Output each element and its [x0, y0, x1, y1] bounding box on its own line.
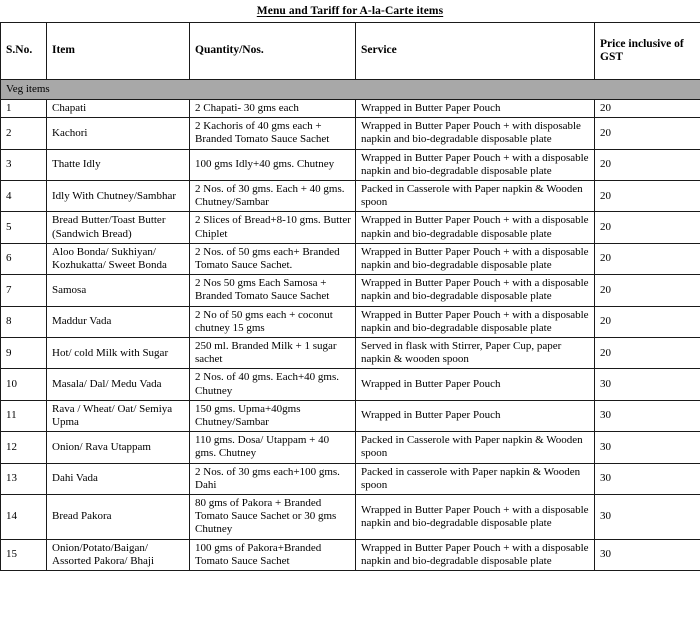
cell-service: Wrapped in Butter Paper Pouch + with a disposable napkin and bio-degradable disposable plate — [356, 306, 595, 337]
cell-item: Hot/ cold Milk with Sugar — [47, 338, 190, 369]
table-row — [1, 212, 700, 243]
cell-service: Wrapped in Butter Paper Pouch — [356, 369, 595, 400]
cell-service: Wrapped in Butter Paper Pouch + with a disposable napkin and bio-degradable disposable plate — [356, 149, 595, 180]
cell-sno: 9 — [1, 338, 47, 369]
cell-sno: 5 — [1, 212, 47, 243]
cell-item: Bread Butter/Toast Butter (Sandwich Bread) — [47, 212, 190, 243]
cell-service: Wrapped in Butter Paper Pouch + with a disposable napkin and bio-degradable disposable plate — [356, 539, 595, 570]
cell-item: Rava / Wheat/ Oat/ Semiya Upma — [47, 400, 190, 431]
table-row — [1, 432, 700, 463]
cell-sno: 2 — [1, 118, 47, 149]
cell-service: Packed in Casserole with Paper napkin & Wooden spoon — [356, 432, 595, 463]
table-row — [1, 181, 700, 212]
column-header-item: Item — [47, 23, 190, 80]
cell-service: Wrapped in Butter Paper Pouch + with a disposable napkin and bio-degradable disposable plate — [356, 495, 595, 540]
table-row — [1, 539, 700, 570]
column-header-quantity: Quantity/Nos. — [190, 23, 356, 80]
cell-quantity: 2 Nos 50 gms Each Samosa + Branded Tomato Sauce Sachet — [190, 275, 356, 306]
cell-sno: 4 — [1, 181, 47, 212]
cell-quantity: 2 Nos. of 30 gms. Each + 40 gms. Chutney/Sambar — [190, 181, 356, 212]
cell-sno: 11 — [1, 400, 47, 431]
cell-sno: 10 — [1, 369, 47, 400]
cell-price: 20 — [595, 181, 700, 212]
cell-price: 20 — [595, 275, 700, 306]
section-band-label: Veg items — [1, 80, 700, 100]
cell-sno: 15 — [1, 539, 47, 570]
cell-service: Wrapped in Butter Paper Pouch + with disposable napkin and bio-degradable disposable plate — [356, 118, 595, 149]
table-row — [1, 118, 700, 149]
cell-item: Aloo Bonda/ Sukhiyan/ Kozhukatta/ Sweet Bonda — [47, 243, 190, 274]
cell-item: Kachori — [47, 118, 190, 149]
cell-item: Onion/ Rava Utappam — [47, 432, 190, 463]
cell-sno: 6 — [1, 243, 47, 274]
table-row — [1, 338, 700, 369]
column-header-price: Price inclusive of GST — [595, 23, 700, 80]
cell-item: Thatte Idly — [47, 149, 190, 180]
table-row — [1, 243, 700, 274]
cell-service: Wrapped in Butter Paper Pouch + with a disposable napkin and bio-degradable disposable plate — [356, 275, 595, 306]
cell-quantity: 2 Slices of Bread+8-10 gms. Butter Chiplet — [190, 212, 356, 243]
cell-sno: 7 — [1, 275, 47, 306]
cell-item: Masala/ Dal/ Medu Vada — [47, 369, 190, 400]
table-row — [1, 369, 700, 400]
cell-item: Maddur Vada — [47, 306, 190, 337]
page-title — [0, 0, 700, 22]
cell-price: 30 — [595, 463, 700, 494]
table-row — [1, 100, 700, 118]
table-row — [1, 495, 700, 540]
table-row — [1, 463, 700, 494]
table-row — [1, 306, 700, 337]
cell-item: Idly With Chutney/Sambhar — [47, 181, 190, 212]
cell-price: 20 — [595, 118, 700, 149]
table-header — [1, 23, 700, 80]
cell-quantity: 80 gms of Pakora + Branded Tomato Sauce Sachet or 30 gms Chutney — [190, 495, 356, 540]
cell-sno: 3 — [1, 149, 47, 180]
cell-item: Onion/Potato/Baigan/ Assorted Pakora/ Bhaji — [47, 539, 190, 570]
cell-price: 30 — [595, 400, 700, 431]
menu-tariff-table — [0, 22, 700, 571]
cell-price: 20 — [595, 100, 700, 118]
cell-item: Bread Pakora — [47, 495, 190, 540]
cell-quantity: 150 gms. Upma+40gms Chutney/Sambar — [190, 400, 356, 431]
cell-quantity: 100 gms Idly+40 gms. Chutney — [190, 149, 356, 180]
cell-price: 20 — [595, 338, 700, 369]
column-header-service: Service — [356, 23, 595, 80]
cell-service: Wrapped in Butter Paper Pouch + with a disposable napkin and bio-degradable disposable plate — [356, 243, 595, 274]
cell-item: Dahi Vada — [47, 463, 190, 494]
cell-service: Wrapped in Butter Paper Pouch + with a disposable napkin and bio-degradable disposable plate — [356, 212, 595, 243]
cell-quantity: 2 No of 50 gms each + coconut chutney 15 gms — [190, 306, 356, 337]
cell-item: Samosa — [47, 275, 190, 306]
cell-price: 30 — [595, 432, 700, 463]
cell-price: 20 — [595, 149, 700, 180]
table-header-row — [1, 23, 700, 80]
cell-quantity: 2 Kachoris of 40 gms each + Branded Tomato Sauce Sachet — [190, 118, 356, 149]
cell-quantity: 2 Chapati- 30 gms each — [190, 100, 356, 118]
cell-service: Wrapped in Butter Paper Pouch — [356, 400, 595, 431]
cell-price: 30 — [595, 539, 700, 570]
cell-quantity: 250 ml. Branded Milk + 1 sugar sachet — [190, 338, 356, 369]
cell-sno: 12 — [1, 432, 47, 463]
page-title-text: Menu and Tariff for A-la-Carte items — [256, 5, 444, 17]
cell-price: 20 — [595, 306, 700, 337]
cell-service: Packed in casserole with Paper napkin & Wooden spoon — [356, 463, 595, 494]
cell-service: Packed in Casserole with Paper napkin & Wooden spoon — [356, 181, 595, 212]
cell-price: 20 — [595, 243, 700, 274]
cell-service: Served in flask with Stirrer, Paper Cup, paper napkin & wooden spoon — [356, 338, 595, 369]
cell-price: 30 — [595, 369, 700, 400]
cell-sno: 13 — [1, 463, 47, 494]
table-row — [1, 400, 700, 431]
cell-sno: 8 — [1, 306, 47, 337]
cell-item: Chapati — [47, 100, 190, 118]
cell-quantity: 2 Nos. of 30 gms each+100 gms. Dahi — [190, 463, 356, 494]
cell-service: Wrapped in Butter Paper Pouch — [356, 100, 595, 118]
cell-quantity: 2 Nos. of 50 gms each+ Branded Tomato Sauce Sachet. — [190, 243, 356, 274]
cell-quantity: 2 Nos. of 40 gms. Each+40 gms. Chutney — [190, 369, 356, 400]
table-body — [1, 80, 700, 571]
cell-price: 20 — [595, 212, 700, 243]
table-row — [1, 275, 700, 306]
section-band-veg-items — [1, 80, 700, 100]
cell-price: 30 — [595, 495, 700, 540]
column-header-sno: S.No. — [1, 23, 47, 80]
cell-quantity: 110 gms. Dosa/ Utappam + 40 gms. Chutney — [190, 432, 356, 463]
table-row — [1, 149, 700, 180]
cell-quantity: 100 gms of Pakora+Branded Tomato Sauce Sachet — [190, 539, 356, 570]
cell-sno: 14 — [1, 495, 47, 540]
cell-sno: 1 — [1, 100, 47, 118]
